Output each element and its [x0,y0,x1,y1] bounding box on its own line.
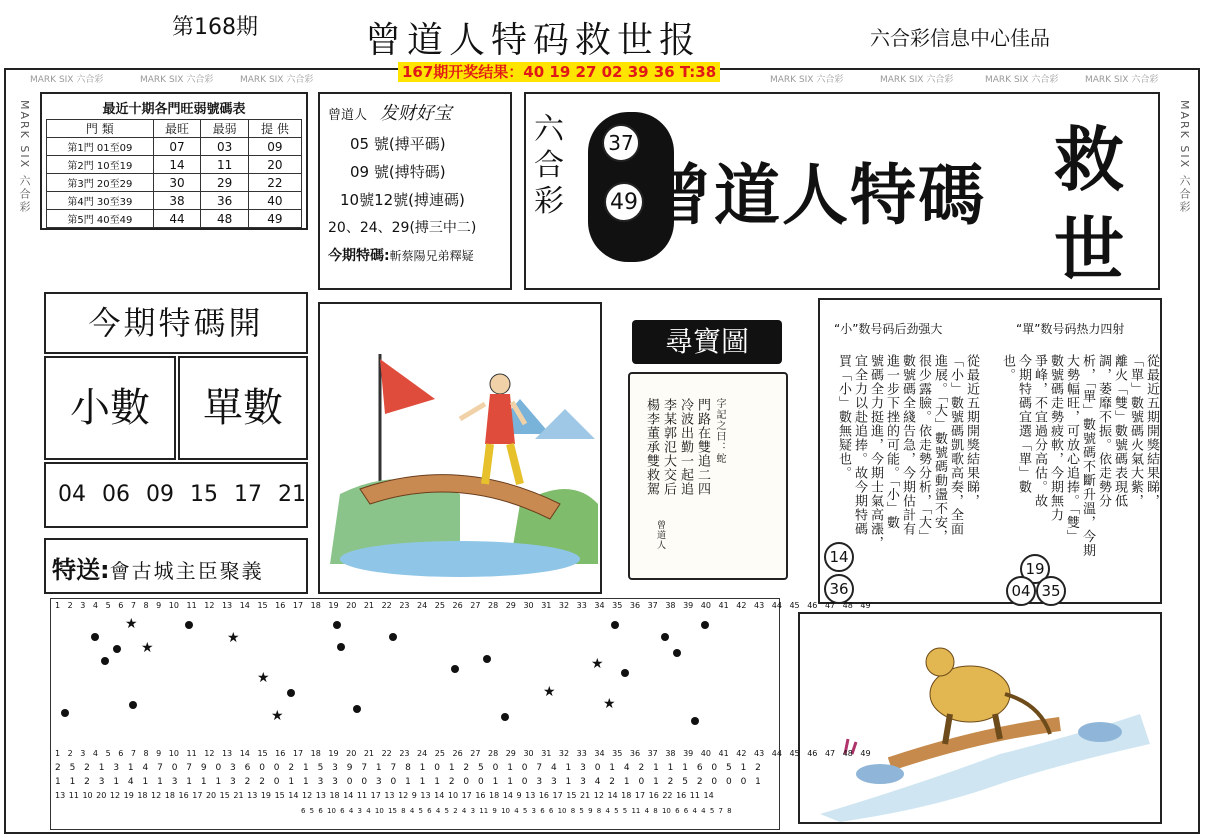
grid-dot [333,621,341,629]
grid-number: 25 [434,749,453,758]
grid-number: 28 [487,601,506,610]
grid-summary-row: 6 5 6 10 6 4 3 4 10 15 8 4 5 6 4 5 2 4 3 11 9 10 4 5 3 6 6 10 8 5 9 8 4 5 5 11 4 8 10 6 6 4 4 5 7 8 [301,807,732,815]
number-circle: 04 [1006,576,1036,606]
special-text: 斬蔡陽兄弟釋疑 [389,249,474,263]
special-send-box [44,538,308,594]
grid-number: 33 [576,749,595,758]
analysis-line: 「小」數號碼凱歌高奏，全面 [948,354,963,536]
pick-number: 09 [146,482,174,507]
grid-number: 41 [718,601,737,610]
grid-star: ★ [227,630,240,646]
special-label: 今期特碼: [328,248,390,264]
open-title: 今期特碼開 [88,304,264,342]
odd-label: 單數 [203,385,283,431]
number-circle: 19 [1020,554,1050,584]
grid-number: 4 [92,749,106,758]
grid-number: 45 [789,749,808,758]
table-cell: 11 [201,156,249,174]
analysis-line: 從最近五期開獎結果睇， [964,354,979,508]
grid-number: 21 [363,601,382,610]
grid-number: 40 [700,749,719,758]
table-cell: 第3門 20至29 [47,174,154,192]
pick-number: 15 [190,482,218,507]
watermark: MARK SIX 六合彩 [240,75,314,85]
grid-number: 16 [275,601,293,610]
tip-line: 09 號(搏特碼) [350,163,446,181]
analysis-line: 從最近五期開獎結果睇， [1144,354,1159,508]
grid-number: 48 [842,749,861,758]
table-row [47,174,302,192]
grid-number: 31 [541,749,559,758]
grid-number: 39 [683,749,701,758]
grid-number: 5 [105,749,119,758]
grid-number: 27 [470,601,488,610]
pick-number: 21 [278,482,306,507]
grid-number: 3 [80,749,93,758]
analysis-line: 大勢幅旺，可放心追捧。「雙」 [1064,354,1079,544]
col-header: 最旺 [153,120,201,138]
pick-number: 04 [58,482,86,507]
analysis-head-right: “單”数号码热力四射 [1016,322,1125,336]
grid-dot [337,643,345,651]
grid-dot [621,669,629,677]
treasure-line: 門路在雙追二四 [695,398,710,496]
table-cell: 29 [201,174,249,192]
treasure-line: 字記之曰：蛇 [714,398,725,464]
grid-number: 42 [736,749,754,758]
grid-number: 14 [239,749,258,758]
grid-number: 40 [700,601,719,610]
watermark: MARK SIX 六合彩 [140,75,214,85]
col-header: 門 類 [47,120,154,138]
table-cell: 14 [153,156,201,174]
col-header: 提 供 [248,120,301,138]
grid-dot [673,649,681,657]
pick-number: 06 [102,482,130,507]
tips-header [328,100,502,130]
grid-number: 43 [754,601,772,610]
grid-number: 48 [842,601,861,610]
grid-star: ★ [543,684,556,700]
table-cell: 09 [248,138,301,156]
monkey-illustration [798,612,1162,824]
grid-dot [113,645,121,653]
grid-number: 36 [629,749,648,758]
grid-dot [611,621,619,629]
analysis-line: 買「小」數無疑也。 [836,354,851,480]
grid-number: 26 [452,601,471,610]
analysis-right-text [1000,354,1159,564]
grid-dot [101,657,109,665]
table-cell: 20 [248,156,301,174]
monkey-scene-image [800,614,1160,822]
grid-number: 19 [328,749,347,758]
grid-header-numbers [55,601,871,610]
grid-number: 10 [168,749,187,758]
grid-stat-row: 2 5 2 1 3 1 4 7 0 7 9 0 3 6 0 0 2 1 5 3 9 7 1 7 8 1 0 1 2 5 0 1 0 7 4 1 3 0 1 4 2 1 1 1 6 0 5 1 2 [55,763,761,773]
grid-number: 11 [186,749,205,758]
analysis-line: 號碼全力挺進，今期士氣高漲， [868,354,883,550]
grid-number: 17 [292,601,311,610]
grid-number: 47 [824,601,843,610]
grid-dot [353,705,361,713]
grid-number: 14 [239,601,258,610]
table-cell: 第1門 01至09 [47,138,154,156]
analysis-line: 離火「雙」數號碼表現低 [1112,354,1127,508]
grid-number: 44 [771,601,790,610]
grid-number: 17 [292,749,311,758]
table-row [47,138,302,156]
paper-title: 曾道人特码救世报 [365,20,702,61]
grid-number: 44 [771,749,790,758]
grid-number: 35 [612,749,630,758]
table-cell: 07 [153,138,201,156]
grid-number: 10 [168,601,187,610]
grid-number: 32 [558,749,577,758]
odd-box [178,356,308,460]
grid-number: 6 [118,749,131,758]
grid-number: 37 [647,749,666,758]
bridge-scene-image [320,304,600,592]
grid-dot [91,633,99,641]
grid-number: 34 [594,749,613,758]
grid-stat-row: 1 1 2 3 1 4 1 1 3 1 1 1 3 2 2 0 1 1 3 3 0 0 3 0 1 1 1 2 0 0 1 1 0 3 3 1 3 4 2 1 0 1 2 5 2 0 0 0 1 [55,777,761,787]
grid-number: 30 [523,749,542,758]
grid-number: 11 [186,601,205,610]
grid-dot [501,713,509,721]
grid-number: 20 [346,749,364,758]
grid-dot [701,621,709,629]
grid-number: 1 [55,601,68,610]
analysis-line: 調，萎靡不振。依走勢分 [1096,354,1111,508]
grid-number: 39 [683,601,701,610]
grid-number: 23 [399,601,418,610]
numbers-box [44,462,308,528]
analysis-line: 進展。「大」數號碼動盪不安， [932,354,947,544]
number-circle: 14 [824,542,854,572]
grid-star: ★ [141,640,154,656]
grid-number: 24 [417,749,435,758]
grid-number: 27 [470,749,488,758]
grid-number: 22 [381,601,400,610]
table-cell: 第4門 30至39 [47,192,154,210]
treasure-line: 李某郭氾大交后 [661,398,676,496]
grid-number: 9 [156,601,169,610]
grid-number: 15 [257,601,276,610]
grid-number: 36 [629,601,648,610]
issue-number: 第168期 [172,15,258,40]
grid-number: 41 [718,749,737,758]
grid-number: 18 [310,601,329,610]
grid-dot [61,709,69,717]
banner-left-text: 六合彩 [534,112,564,219]
grid-star: ★ [257,670,270,686]
grid-number: 5 [105,601,119,610]
grid-number: 47 [824,749,843,758]
side-watermark: MARK SIX 六合彩 [1178,100,1191,214]
grid-number: 30 [523,601,542,610]
grid-number: 34 [594,601,613,610]
weak-strong-panel [40,92,308,230]
grid-number: 2 [67,601,81,610]
analysis-line: 數號碼走勢疲軟，今期無力 [1048,354,1063,522]
grid-number: 24 [417,601,435,610]
grid-star: ★ [603,696,616,712]
table-cell: 03 [201,138,249,156]
analysis-line: 爭峰，不宜過分高估。故 [1032,354,1047,508]
grid-number: 16 [275,749,293,758]
grid-number: 38 [665,601,684,610]
grid-stat-row: 13 11 10 20 12 19 18 12 18 16 17 20 15 21 13 19 15 14 12 13 18 14 11 17 13 12 9 13 14 10 17 16 18 14 9 13 16 17 15 21 12 14 18 17 16 22 16 11 14 [55,791,714,800]
grid-dot [691,717,699,725]
grid-number: 8 [143,749,157,758]
grid-number: 20 [346,601,364,610]
grid-number: 42 [736,601,754,610]
grid-dot [451,665,459,673]
small-box [44,356,176,460]
special-send-label: 特送: [52,556,110,584]
grid-number: 46 [807,749,825,758]
table-cell: 40 [248,192,301,210]
grid-number: 15 [257,749,276,758]
grid-number: 35 [612,601,630,610]
analysis-left-text [836,354,979,564]
banner-panel [524,92,1160,290]
grid-number: 12 [204,601,222,610]
tip-line: 20、24、29(搏三中二) [328,220,477,236]
analysis-line: 數號碼全綫告急，今期估計有 [900,354,915,536]
grid-number: 7 [130,749,144,758]
table-row [47,210,302,228]
grid-number: 4 [92,601,106,610]
watermark: MARK SIX 六合彩 [770,75,844,85]
grid-number: 7 [130,601,144,610]
tips-slogan: 发财好宝 [379,103,452,124]
analysis-line: 「單」數號碼火氣大紫， [1128,354,1143,508]
grid-number: 18 [310,749,329,758]
table-cell: 48 [201,210,249,228]
grid-dot [661,633,669,641]
weak-strong-title: 最近十期各門旺弱號碼表 [102,102,246,117]
grid-number: 22 [381,749,400,758]
table-row [47,156,302,174]
treasure-signature: 曾道人 [655,520,665,550]
grid-number: 46 [807,601,825,610]
weak-strong-table [46,119,302,228]
grid-number: 49 [860,749,871,758]
tips-name: 曾道人 [328,108,368,123]
grid-number: 28 [487,749,506,758]
grid-number: 29 [505,749,524,758]
number-circle: 35 [1036,576,1066,606]
grid-dot [483,655,491,663]
table-row [47,192,302,210]
table-cell: 30 [153,174,201,192]
table-cell: 38 [153,192,201,210]
grid-number: 26 [452,749,471,758]
table-cell: 第2門 10至19 [47,156,154,174]
grid-number: 37 [647,601,666,610]
banner-right-1: 救 [1054,118,1124,201]
watermark: MARK SIX 六合彩 [985,75,1059,85]
banner-ball: 49 [604,182,644,222]
tips-panel [318,92,512,290]
bridge-illustration [318,302,602,594]
grid-number: 6 [118,601,131,610]
grid-number: 3 [80,601,93,610]
small-label: 小數 [70,385,150,431]
watermark: MARK SIX 六合彩 [30,75,104,85]
grid-number: 31 [541,601,559,610]
tip-line: 05 號(搏平碼) [350,135,446,153]
grid-number: 29 [505,601,524,610]
draw-result: 167期开奖结果：40 19 27 02 39 36 T:38 [398,62,720,82]
special-send-text: 會古城主臣聚義 [109,559,264,583]
stats-grid [50,598,871,830]
special-code-line [328,242,502,270]
grid-number: 19 [328,601,347,610]
watermark: MARK SIX 六合彩 [880,75,954,85]
analysis-line: 今期特碼宜選「單」數 [1016,354,1031,494]
treasure-title: 尋寶圖 [632,320,782,364]
grid-number: 21 [363,749,382,758]
table-cell: 第5門 40至49 [47,210,154,228]
grid-number: 43 [754,749,772,758]
grid-number: 45 [789,601,808,610]
number-circle: 36 [824,574,854,604]
grid-dot [129,701,137,709]
grid-dot [185,621,193,629]
banner-main-title: 曾道人特碼 [646,156,986,234]
grid-star: ★ [271,708,284,724]
grid-number: 33 [576,601,595,610]
grid-number: 1 [55,749,68,758]
analysis-line: 進一步下挫的可能。「小」數 [884,354,899,530]
tip-line: 10號12號(搏連碼) [340,191,465,209]
banner-right-2: 世 [1054,208,1124,291]
grid-star: ★ [591,656,604,672]
table-cell: 44 [153,210,201,228]
grid-star: ★ [125,616,138,632]
open-title-box [44,292,308,354]
treasure-panel [608,302,810,602]
pick-number: 17 [234,482,262,507]
grid-dot [389,633,397,641]
analysis-line: 很少露臉。依走勢分析，「大」 [916,354,931,544]
table-cell: 49 [248,210,301,228]
watermark: MARK SIX 六合彩 [1085,75,1159,85]
col-header: 最弱 [201,120,249,138]
treasure-line: 楊李董承雙救駕 [644,398,659,496]
side-watermark: MARK SIX 六合彩 [18,100,31,214]
analysis-head-left: “小”数号码后劲强大 [834,322,943,336]
grid-number: 13 [221,601,240,610]
analysis-line: 也。 [1000,354,1015,382]
banner-ball: 37 [602,124,640,162]
grid-number: 49 [860,601,871,610]
grid-footer-numbers [55,749,871,758]
analysis-line: 析，「單」數號碼不斷升溫，今期 [1080,354,1095,558]
grid-dot-area [51,613,779,743]
grid-number: 8 [143,601,157,610]
grid-number: 38 [665,749,684,758]
grid-number: 12 [204,749,222,758]
table-cell: 36 [201,192,249,210]
grid-number: 32 [558,601,577,610]
table-header-row [47,120,302,138]
table-cell: 22 [248,174,301,192]
grid-dot [287,689,295,697]
paper-subtitle: 六合彩信息中心佳品 [870,26,1050,50]
grid-number: 2 [67,749,81,758]
grid-number: 25 [434,601,453,610]
grid-number: 23 [399,749,418,758]
grid-number: 13 [221,749,240,758]
analysis-panel [818,298,1162,604]
treasure-line: 冷波出勤一起追 [678,398,693,496]
grid-number: 9 [156,749,169,758]
analysis-line: 宜全力以赴追捧。故今期特碼 [852,354,867,536]
